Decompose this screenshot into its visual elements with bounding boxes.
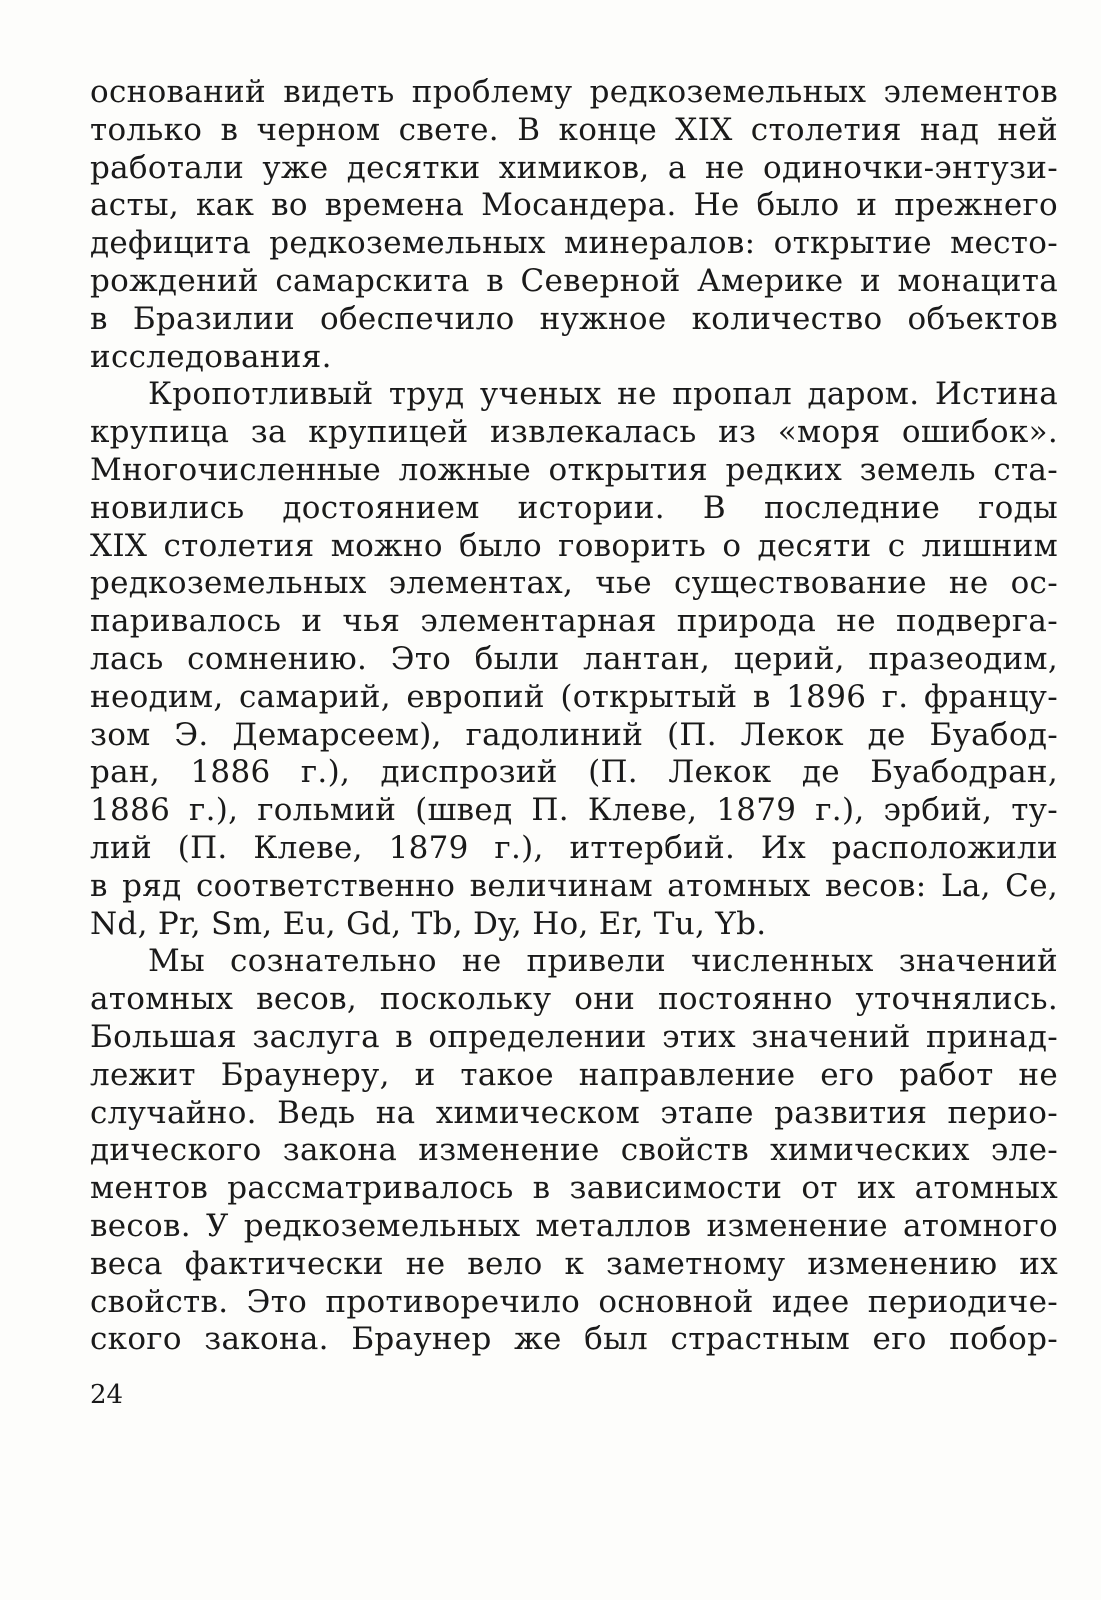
text-line: XIX столетия можно было говорить о десяти с лишним: [90, 527, 1058, 564]
text-line: атомных весов, поскольку они постоянно уточнялись.: [90, 981, 1058, 1018]
paragraph-3: [90, 943, 1058, 1359]
paragraph-1: [90, 74, 1058, 376]
text-line: ментов рассматривалось в зависимости от их атомных: [90, 1170, 1058, 1207]
text-line: весов. У редкоземельных металлов изменение атомного: [90, 1207, 1058, 1244]
text-line: исследования.: [90, 338, 332, 375]
text-line: оснований видеть проблему редкоземельных элементов: [90, 74, 1058, 110]
text-line: асты, как во времена Мосандера. Не было и прежнего: [90, 187, 1058, 224]
text-line: в Бразилии обеспечило нужное количество объектов: [90, 300, 1058, 337]
text-line: лась сомнению. Это были лантан, церий, празеодим,: [90, 640, 1058, 677]
text-line: лежит Браунеру, и такое направление его работ не: [90, 1056, 1058, 1093]
text-line: случайно. Ведь на химическом этапе развития перио-: [90, 1094, 1058, 1131]
text-line: редкоземельных элементах, чье существование не ос-: [90, 565, 1058, 602]
text-line: Nd, Pr, Sm, Eu, Gd, Tb, Dy, Ho, Er, Tu, Yb.: [90, 905, 767, 942]
text-line: зом Э. Демарсеем), гадолиний (П. Лекок де Буабод-: [90, 716, 1058, 753]
text-line: неодим, самарий, европий (открытый в 1896 г. францу-: [90, 678, 1058, 715]
text-line: дефицита редкоземельных минералов: открытие место-: [90, 225, 1058, 262]
text-line: новились достоянием истории. В последние годы: [90, 489, 1058, 526]
text-line: ран, 1886 г.), диспрозий (П. Лекок де Буабодран,: [90, 754, 1058, 791]
text-line: в ряд соответственно величинам атомных весов: La, Ce,: [90, 867, 1058, 904]
text-line: веса фактически не вело к заметному изменению их: [90, 1245, 1058, 1282]
text-line: Большая заслуга в определении этих значений принад-: [90, 1018, 1058, 1055]
text-line: работали уже десятки химиков, а не одиночки-энтузи-: [90, 149, 1058, 186]
text-line: Многочисленные ложные открытия редких земель ста-: [90, 451, 1058, 488]
text-line: Кропотливый труд ученых не пропал даром. Истина: [148, 376, 1058, 413]
page-number: 24: [90, 1380, 124, 1410]
text-line: Мы сознательно не привели численных значений: [148, 943, 1058, 980]
text-line: 1886 г.), гольмий (швед П. Клеве, 1879 г.), эрбий, ту-: [90, 792, 1058, 829]
text-line: ского закона. Браунер же был страстным его побор-: [90, 1321, 1058, 1358]
text-line: лий (П. Клеве, 1879 г.), иттербий. Их расположили: [90, 829, 1058, 866]
body-text: [90, 74, 1058, 1359]
text-line: дического закона изменение свойств химических эле-: [90, 1132, 1058, 1169]
text-line: паривалось и чья элементарная природа не подверга-: [90, 603, 1058, 640]
text-line: рождений самарскита в Северной Америке и монацита: [90, 262, 1058, 299]
text-line: только в черном свете. В конце XIX столетия над ней: [90, 111, 1058, 148]
paragraph-2: [90, 376, 1058, 943]
text-line: крупица за крупицей извлекалась из «моря ошибок».: [90, 414, 1058, 451]
text-line: свойств. Это противоречило основной идее периодиче-: [90, 1283, 1058, 1320]
